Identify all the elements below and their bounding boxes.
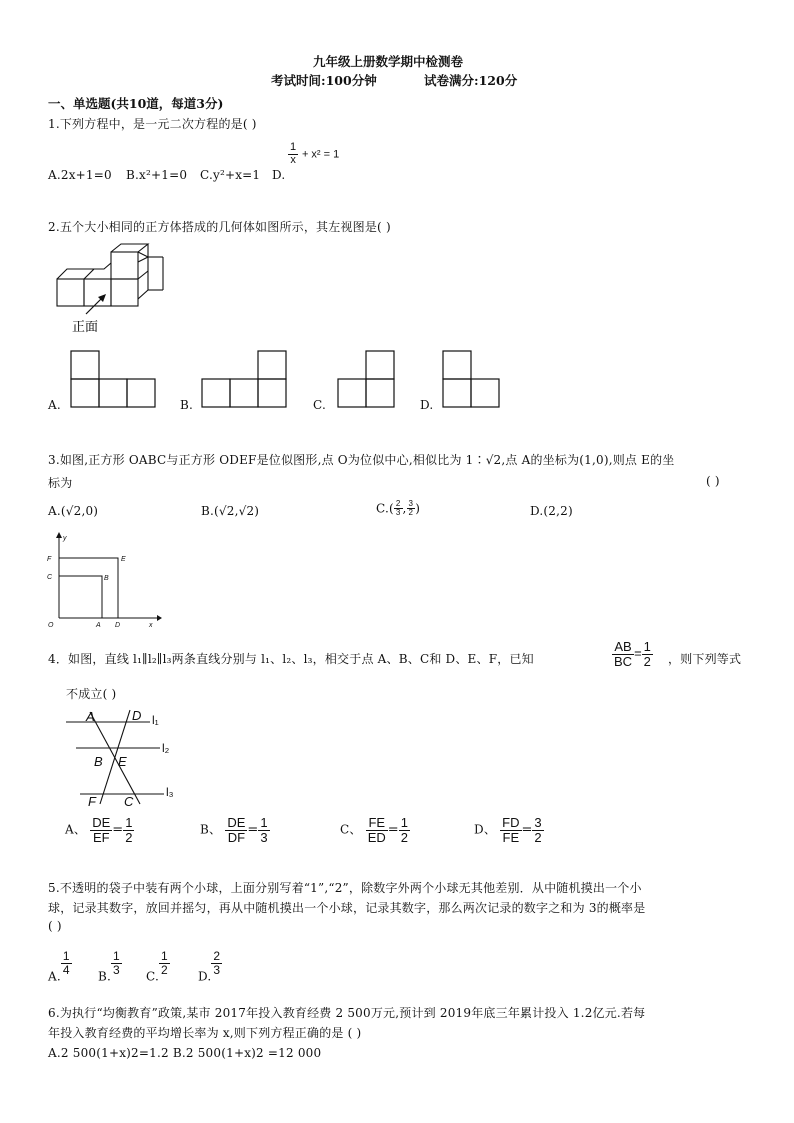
q5-line2: 球，记录其数字，放回并摇匀，再从中随机摸出一个小球，记录其数字，那么两次记录的数字之和为 3的概率是 — [48, 901, 646, 915]
exam-time: 考试时间:100分钟 — [271, 73, 377, 88]
q5-line3: ( ) — [48, 919, 62, 933]
q3-option-b: B.(√2,√2) — [201, 504, 260, 518]
q1-option-d: D. — [272, 168, 286, 182]
svg-text:D: D — [132, 708, 142, 723]
svg-text:l₁: l₁ — [152, 713, 159, 727]
svg-text:A: A — [96, 622, 101, 629]
q3-option-d: D.(2,2) — [530, 504, 573, 518]
q4-option-a: A、 $\frac{DE}{EF}$ = $\frac{1}{2}$ — [65, 815, 133, 845]
q3-coordinate-figure — [45, 532, 165, 632]
q1-option-a: A.2x+1=0 — [48, 168, 112, 182]
svg-text:F: F — [88, 794, 96, 809]
svg-text:D: D — [115, 622, 121, 629]
page-title: 九年级上册数学期中检测卷 — [313, 54, 464, 69]
q1-stem: 1.下列方程中，是一元二次方程的是( ) — [48, 117, 257, 131]
q1-option-b: B.x²+1=0 — [126, 168, 188, 182]
q5-line1: 5.不透明的袋子中装有两个小球，上面分别写着“1”,“2”，除数字外两个小球无其他差别．从中随机摸出一个小 — [48, 881, 642, 895]
svg-text:l₂: l₂ — [162, 741, 170, 755]
svg-text:l₃: l₃ — [166, 785, 174, 799]
q2-stem: 2.五个大小相同的正方体搭成的几何体如图所示，其左视图是( ) — [48, 220, 391, 234]
q1-option-d-expr: $\frac{1}{x}$ + x² = 1 — [290, 141, 340, 166]
q5-option-b: B. $\frac{1}{3}$ — [98, 949, 120, 984]
q1-option-c: C.y²+x=1 — [200, 168, 261, 182]
q2-option-b: B. — [180, 398, 194, 412]
svg-text:B: B — [104, 575, 109, 582]
q4-option-c: C、 $\frac{FE}{ED}$ = $\frac{1}{2}$ — [340, 815, 408, 845]
q2-option-c: C. — [313, 398, 326, 412]
section-heading: 一、单选题(共10道，每道3分) — [48, 96, 224, 111]
q3-option-c: C.( $\frac{2}{3}$ , $\frac{3}{2}$ ) — [376, 499, 421, 518]
svg-text:B: B — [94, 754, 103, 769]
q2-option-b-view — [201, 350, 291, 410]
q5-option-d: D. $\frac{2}{3}$ — [198, 949, 221, 984]
svg-text:x: x — [149, 622, 153, 629]
q4-stem-line2: 不成立( ) — [66, 687, 117, 701]
q4-option-b: B、 $\frac{DE}{DF}$ = $\frac{1}{3}$ — [200, 815, 268, 845]
full-score: 试卷满分:120分 — [424, 73, 518, 88]
q6-line1: 6.为执行“均衡教育”政策,某市 2017年投入教育经费 2 500万元,预计到 2019年底三年累计投入 1.2亿元.若每 — [48, 1006, 646, 1020]
q3-option-a: A.(√2,0) — [48, 504, 99, 518]
q5-option-a: A. $\frac{1}{4}$ — [48, 949, 70, 984]
q6-line3: A.2 500(1+x)2=1.2 B.2 500(1+x)2 =12 000 — [48, 1046, 322, 1060]
svg-text:E: E — [118, 754, 127, 769]
svg-text:E: E — [121, 556, 126, 563]
q2-option-a: A. — [48, 398, 61, 412]
q2-option-a-view — [70, 350, 160, 410]
q6-line2: 年投入教育经费的平均增长率为 x,则下列方程正确的是 ( ) — [48, 1026, 362, 1040]
q2-option-d: D. — [420, 398, 434, 412]
q2-cube-figure — [50, 244, 180, 339]
svg-text:C: C — [124, 794, 134, 809]
q3-answer-paren: ( ) — [706, 474, 720, 488]
svg-text:C: C — [47, 574, 53, 581]
q3-stem-line2: 标为 — [48, 476, 73, 490]
svg-text:F: F — [47, 556, 52, 563]
q5-option-c: C. $\frac{1}{2}$ — [146, 949, 168, 984]
q4-given-ratio: $\frac{AB}{BC}$ = $\frac{1}{2}$ — [614, 639, 651, 669]
q4-option-d: D、 $\frac{FD}{FE}$ = $\frac{3}{2}$ — [474, 815, 542, 845]
svg-text:A: A — [86, 709, 95, 724]
svg-text:O: O — [48, 622, 54, 629]
q2-front-label: 正面 — [72, 319, 99, 334]
q4-stem-b: ，则下列等式 — [668, 652, 742, 666]
q4-parallel-lines-figure — [62, 704, 192, 810]
q4-stem-a: 4．如图，直线 l₁∥l₂∥l₃两条直线分别与 l₁、l₂、l₃，相交于点 A、B、C和 D、E、F，已知 — [48, 652, 534, 666]
q2-option-d-view — [442, 350, 504, 410]
q2-option-c-view — [337, 350, 399, 410]
svg-text:y: y — [63, 535, 67, 542]
q3-stem-line1: 3.如图,正方形 OABC与正方形 ODEF是位似图形,点 O为位似中心,相似比为 1∶√2,点 A的坐标为(1,0),则点 E的坐 — [48, 453, 675, 467]
